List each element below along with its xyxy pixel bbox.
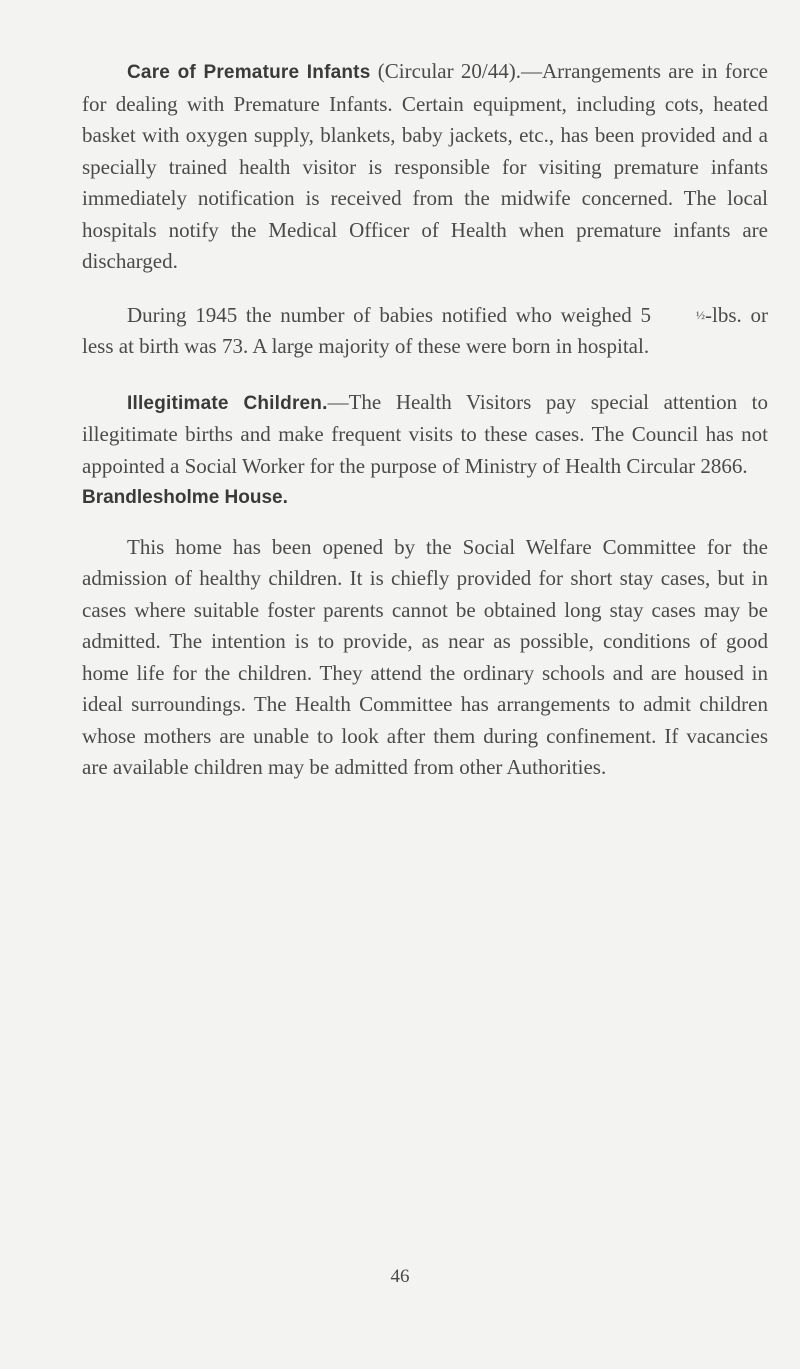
premature-infants-paragraph xyxy=(82,56,768,278)
page-number: 46 xyxy=(390,1266,410,1287)
brandlesholme-house-heading: Brandlesholme House. xyxy=(82,487,288,508)
premature-births-text-start: During 1945 the number of babies notified who weighed 5 xyxy=(127,302,652,327)
premature-infants-text: (Circular 20/44).—Arrangements are in force for dealing with Premature Infants. Certain equipment, including cots, heated basket with oxygen supply, blankets, baby jackets, etc., has been provided and a specially trained health visitor is responsible for visiting premature infants immediately notification is received from the midwife concerned. The local hospitals notify the Medical Officer of Health when premature infants are discharged. xyxy=(82,59,768,273)
premature-infants-heading: Care of Premature Infants xyxy=(127,62,371,83)
illegitimate-children-paragraph xyxy=(82,387,768,483)
brandlesholme-house-paragraph: This home has been opened by the Social Welfare Committee for the admission of healthy children. It is chiefly provided for short stay cases, but in cases where suitable foster parents cannot be obtained long stay cases may be admitted. The intention is to provide, as near as possible, conditions of good home life for the children. They attend the ordinary schools and are housed in ideal surroundings. The Health Committee has arrangements to admit children whose mothers are unable to look after them during confinement. If vacancies are available children may be admitted from other Authorities. xyxy=(82,534,768,779)
premature-births-text-end: -lbs. or less at birth was 73. A large majority of these were born in hospital. xyxy=(82,302,768,358)
illegitimate-children-text: —The Health Visitors pay special attention to illegitimate births and make frequent visits to these cases. The Council has not appointed a Social Worker for the purpose of Ministry of Health Circular 2866. xyxy=(82,389,768,478)
illegitimate-children-heading: Illegitimate Children. xyxy=(127,392,328,414)
premature-births-paragraph xyxy=(82,300,768,363)
document-page xyxy=(82,56,768,784)
weight-fraction: ½ xyxy=(696,307,706,322)
